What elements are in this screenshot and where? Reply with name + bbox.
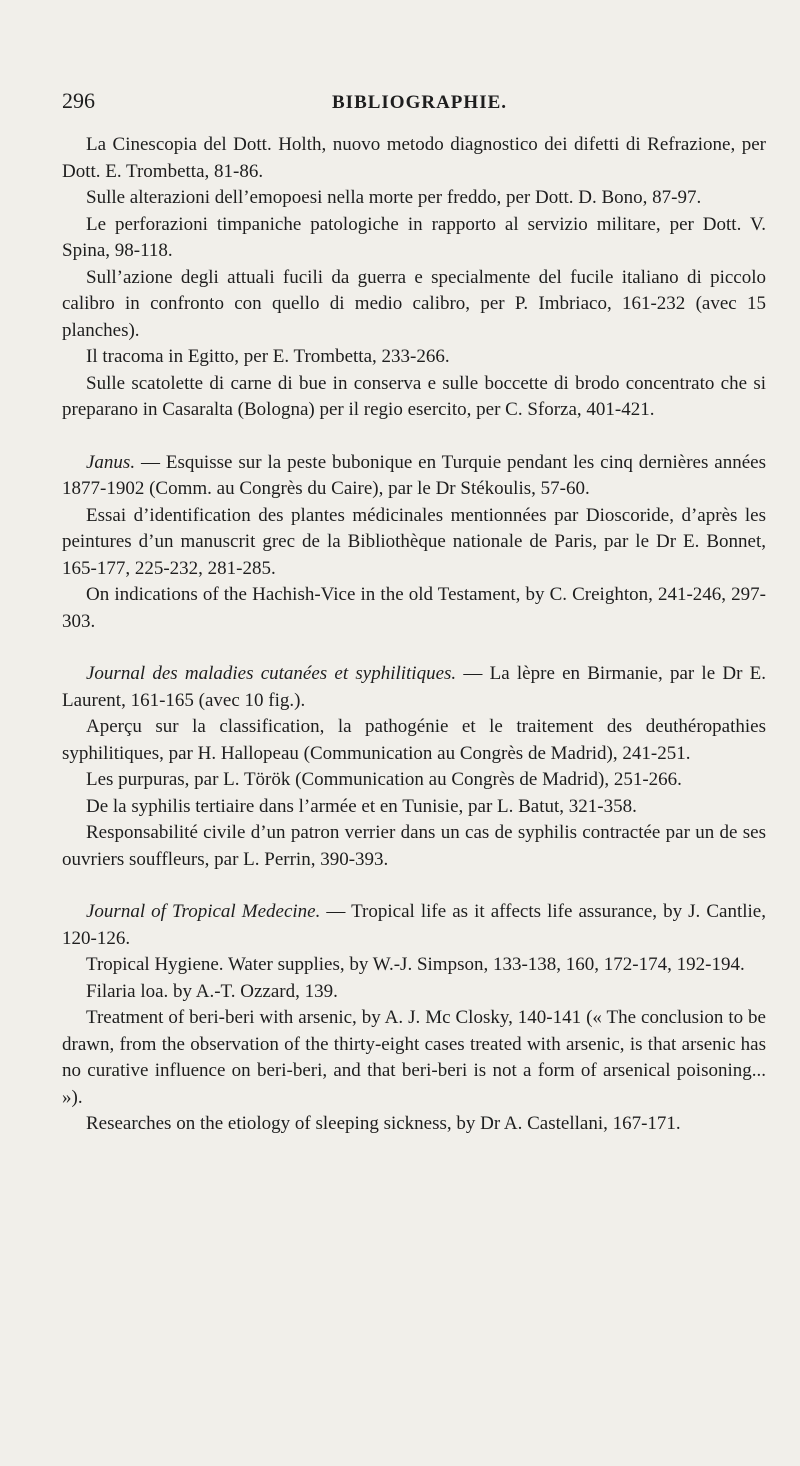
- entry: On indications of the Hachish-Vice in the old Testament, by C. Creighton, 241-246, 297-303.: [62, 584, 766, 632]
- entry-text: — La lèpre en Birmanie, par le Dr E. Laurent, 161-165 (avec 10 fig.).: [62, 663, 767, 711]
- entry: Treatment of beri-beri with arsenic, by A. J. Mc Closky, 140-141 (« The conclusion to be drawn, from the observation of the thirty-eight cases treated with arsenic, is that arsenic has no curative influence on beri-beri, and that beri-beri is not a form of arsenical poisoning... »).: [62, 1007, 766, 1108]
- journal-title: Janus.: [86, 451, 136, 473]
- entry-text: — Esquisse sur la peste bubonique en Turquie pendant les cinq dernières années 1877-1902 (Comm. au Congrès du Caire), par le Dr Stékoulis, 57-60.: [62, 451, 766, 499]
- journal-title: Journal des maladies cutanées et syphilitiques.: [86, 663, 457, 684]
- entry: Sulle alterazioni dell’emopoesi nella morte per freddo, per Dott. D. Bono, 87-97.: [86, 187, 702, 208]
- running-head: BIBLIOGRAPHIE.: [332, 92, 508, 113]
- entry: De la syphilis tertiaire dans l’armée et en Tunisie, par L. Batut, 321-358.: [86, 795, 637, 817]
- journal-title: Journal of Tropical Medecine.: [86, 901, 321, 922]
- entry: Filaria loa. by A.-T. Ozzard, 139.: [86, 980, 338, 1002]
- entry: Le perforazioni timpaniche patologiche in rapporto al servizio militare, per Dott. V. Spina, 98-118.: [62, 213, 766, 261]
- bibliography-body: [62, 132, 766, 1138]
- entry-lead: [62, 450, 766, 503]
- section-maladies-cutanees: [62, 661, 766, 873]
- entry-lead: [62, 661, 766, 714]
- section-tropical-medecine: [62, 899, 766, 1138]
- entry-text: — Tropical life as it affects life assurance, by J. Cantlie, 120-126.: [62, 901, 766, 949]
- entry: La Cinescopia del Dott. Holth, nuovo metodo diagnostico dei difetti di Refrazione, per Dott. E. Trombetta, 81-86.: [62, 134, 766, 182]
- entry: Sull’azione degli attuali fucili da guerra e specialmente del fucile italiano di piccolo calibro in confronto con quello di medio calibro, per P. Imbriaco, 161-232 (avec 15 planches).: [62, 266, 766, 341]
- page-header: [62, 88, 766, 132]
- section-continuation: [62, 132, 766, 424]
- section-janus: [62, 450, 766, 636]
- page-number: 296: [62, 88, 95, 113]
- entry: Il tracoma in Egitto, per E. Trombetta, 233-266.: [86, 346, 450, 367]
- entry: Aperçu sur la classification, la pathogénie et le traitement des deuthéropathies syphilitiques, par H. Hallopeau (Communication au Congrès de Madrid), 241-251.: [62, 716, 766, 764]
- entry: Sulle scatolette di carne di bue in conserva e sulle boccette di brodo concentrato che si preparano in Casaralta (Bologna) per il regio esercito, per C. Sforza, 401-421.: [62, 372, 766, 420]
- entry: Researches on the etiology of sleeping sickness, by Dr A. Castellani, 167-171.: [86, 1113, 681, 1134]
- entry: Responsabilité civile d’un patron verrier dans un cas de syphilis contractée par un de ses ouvriers souffleurs, par L. Perrin, 390-393.: [62, 822, 766, 870]
- entry-lead: [62, 899, 766, 952]
- entry: Tropical Hygiene. Water supplies, by W.-J. Simpson, 133-138, 160, 172-174, 192-194.: [86, 954, 745, 975]
- entry: Les purpuras, par L. Török (Communication au Congrès de Madrid), 251-266.: [86, 769, 682, 790]
- entry: Essai d’identification des plantes médicinales mentionnées par Dioscoride, d’après les peintures d’un manuscrit grec de la Bibliothèque nationale de Paris, par le Dr E. Bonnet, 165-177, 225-232, 281-285.: [62, 504, 766, 579]
